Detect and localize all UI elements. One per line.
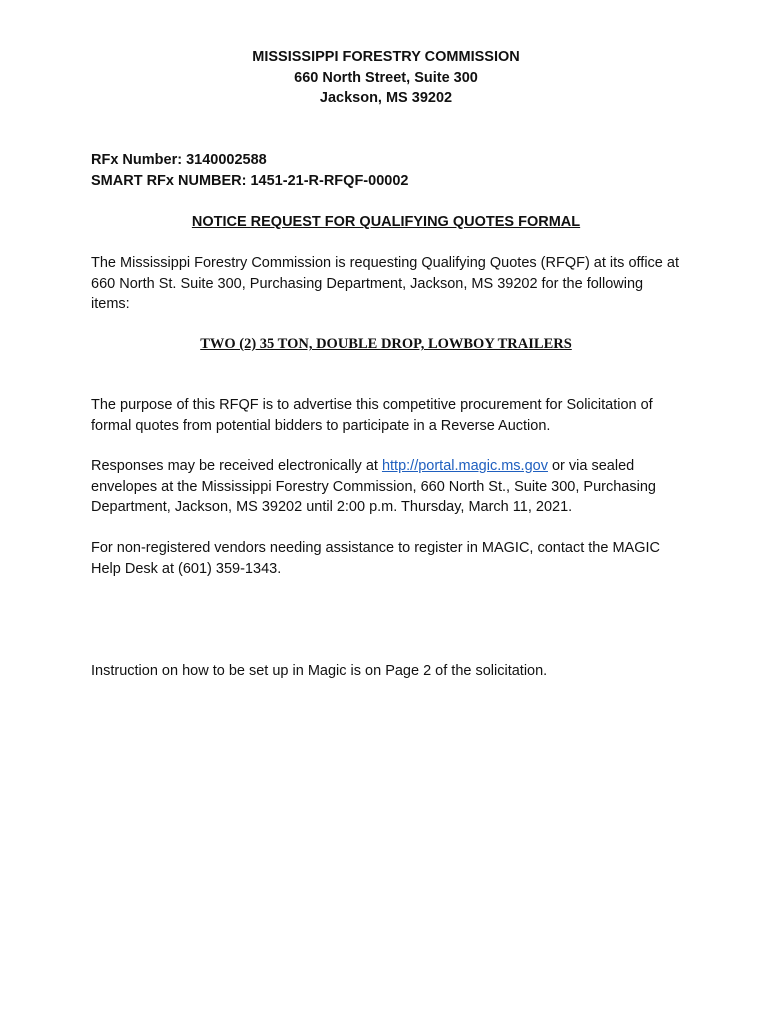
instruction-paragraph: Instruction on how to be set up in Magic is on Page 2 of the solicitation. [91,663,548,679]
rfx-number: RFx Number: 3140002588 [91,152,267,168]
magic-portal-link[interactable]: http://portal.magic.ms.gov [381,458,548,474]
item-title: TWO (2) 35 TON, DOUBLE DROP, LOWBOY TRAILERS [200,336,572,352]
address-line-2: Jackson, MS 39202 [319,90,453,106]
org-name: MISSISSIPPI FORESTRY COMMISSION [252,49,520,65]
helpdesk-paragraph: For non-registered vendors needing assistance to register in MAGIC, contact the MAGIC Help Desk at (601) 359-1343. [91,540,660,577]
responses-text-before-link: Responses may be received electronically at [91,458,382,474]
rfx-numbers [91,150,681,191]
notice-title: NOTICE REQUEST FOR QUALIFYING QUOTES FORMAL [191,214,581,230]
address-line-1: 660 North Street, Suite 300 [294,69,478,86]
smart-rfx-number: SMART RFx NUMBER: 1451-21-R-RFQF-00002 [91,172,409,189]
letterhead [91,47,681,109]
responses-paragraph [91,456,681,518]
responses-text-after-link: or via sealed envelopes at the Mississippi Forestry Commission, 660 North St., Suite 300, Purchasing Department, Jackson, MS 39202 until 2:00 p.m. Thursday, March 11, 2021. [91,458,656,515]
intro-paragraph: The Mississippi Forestry Commission is requesting Qualifying Quotes (RFQF) at its office at 660 North St. Suite 300, Purchasing Department, Jackson, MS 39202 for the following items: [91,255,679,312]
purpose-paragraph: The purpose of this RFQF is to advertise this competitive procurement for Solicitation of formal quotes from potential bidders to participate in a Reverse Auction. [91,397,653,434]
